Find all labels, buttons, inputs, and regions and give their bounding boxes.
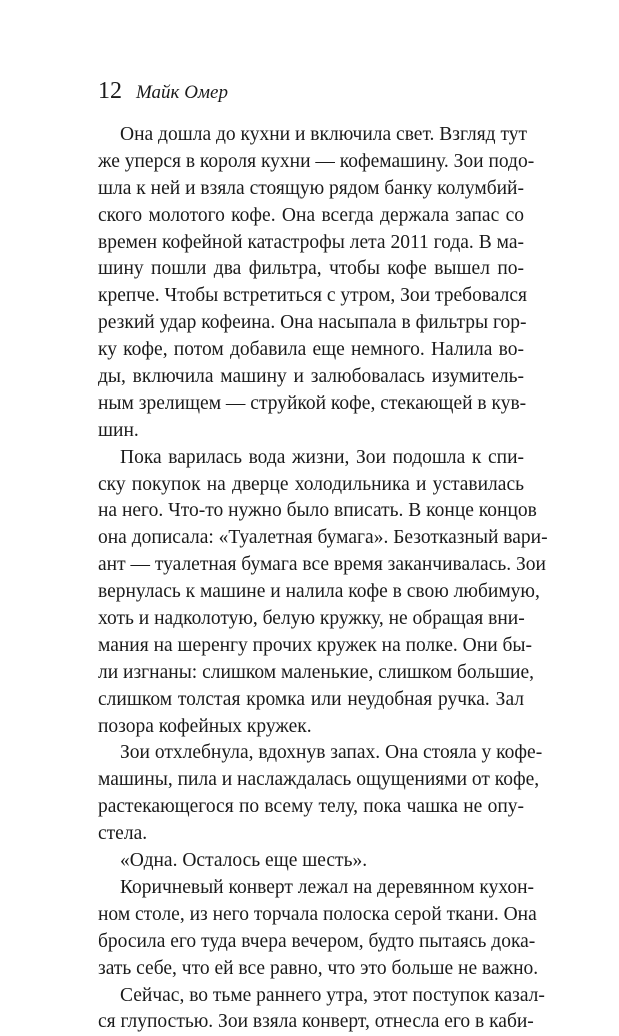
page-header (98, 78, 228, 108)
text-line: резкий удар кофеина. Она насыпала в фильтры гор- (98, 312, 527, 334)
text-line: Пока варилась вода жизни, Зои подошла к спи- (120, 446, 524, 468)
text-line: Она дошла до кухни и включила свет. Взгляд тут (120, 124, 527, 145)
text-line: Зои отхлебнула, вдохнув запах. Она стояла у кофе- (120, 742, 543, 764)
text-line: зать себе, что ей все равно, что это больше не важно. (98, 957, 539, 979)
running-head-author: Майк Омер (136, 82, 228, 103)
text-line: шину пошли два фильтра, чтобы кофе вышел по- (98, 258, 524, 280)
text-line: крепче. Чтобы встретиться с утром, Зои требовался (98, 285, 527, 307)
text-line: позора кофейных кружек. (98, 715, 312, 737)
text-line: Коричневый конверт лежал на деревянном кухон- (120, 876, 535, 898)
text-line: вернулась к машине и налила кофе в свою любимую, (98, 581, 540, 603)
text-line: ли изгнаны: слишком маленькие, слишком большие, (98, 661, 535, 683)
text-line: времен кофейной катастрофы лета 2011 года. В ма- (98, 231, 524, 253)
text-line: «Одна. Осталось еще шесть». (120, 850, 368, 872)
text-line: растекающегося по всему телу, пока чашка не опу- (98, 796, 524, 818)
text-line: ся глупостью. Зои взяла конверт, отнесла его в каби- (98, 1011, 534, 1033)
text-line: ном столе, из него торчала полоска серой ткани. Она (98, 903, 537, 925)
text-line: ку кофе, потом добавила еще немного. Налила во- (98, 339, 524, 361)
text-line: бросила его туда вчера вечером, будто пытаясь дока- (98, 930, 536, 952)
text-line: же уперся в короля кухни — кофемашину. Зои подо- (98, 150, 535, 172)
text-line: ску покупок на дверце холодильника и уставилась (98, 473, 524, 495)
text-line: ным зрелищем — струйкой кофе, стекающей в кув- (98, 392, 527, 414)
text-line: шла к ней и взяла стоящую рядом банку колумбий- (98, 177, 524, 199)
text-line: слишком толстая кромка или неудобная ручка. Зал (98, 688, 524, 710)
text-line: машины, пила и наслаждалась ощущениями от кофе, (98, 769, 540, 791)
text-line: Сейчас, во тьме раннего утра, этот поступок казал- (120, 984, 545, 1006)
text-line: ант — туалетная бумага все время заканчивалась. Зои (98, 554, 546, 576)
text-line: ды, включила машину и залюбовалась изумитель- (98, 366, 524, 388)
text-line: на него. Что-то нужно было вписать. В конце концов (98, 500, 537, 522)
text-line: шин. (98, 419, 139, 441)
body-text (98, 122, 548, 1036)
page-number: 12 (98, 78, 122, 104)
text-line: хоть и надколотую, белую кружку, не обращая вни- (98, 608, 525, 630)
text-line: ского молотого кофе. Она всегда держала запас со (98, 204, 524, 226)
text-line: она дописала: «Туалетная бумага». Безотказный вари- (98, 527, 548, 549)
text-line: стела. (98, 823, 148, 845)
text-line: мания на шеренгу прочих кружек на полке. Они бы- (98, 634, 533, 656)
